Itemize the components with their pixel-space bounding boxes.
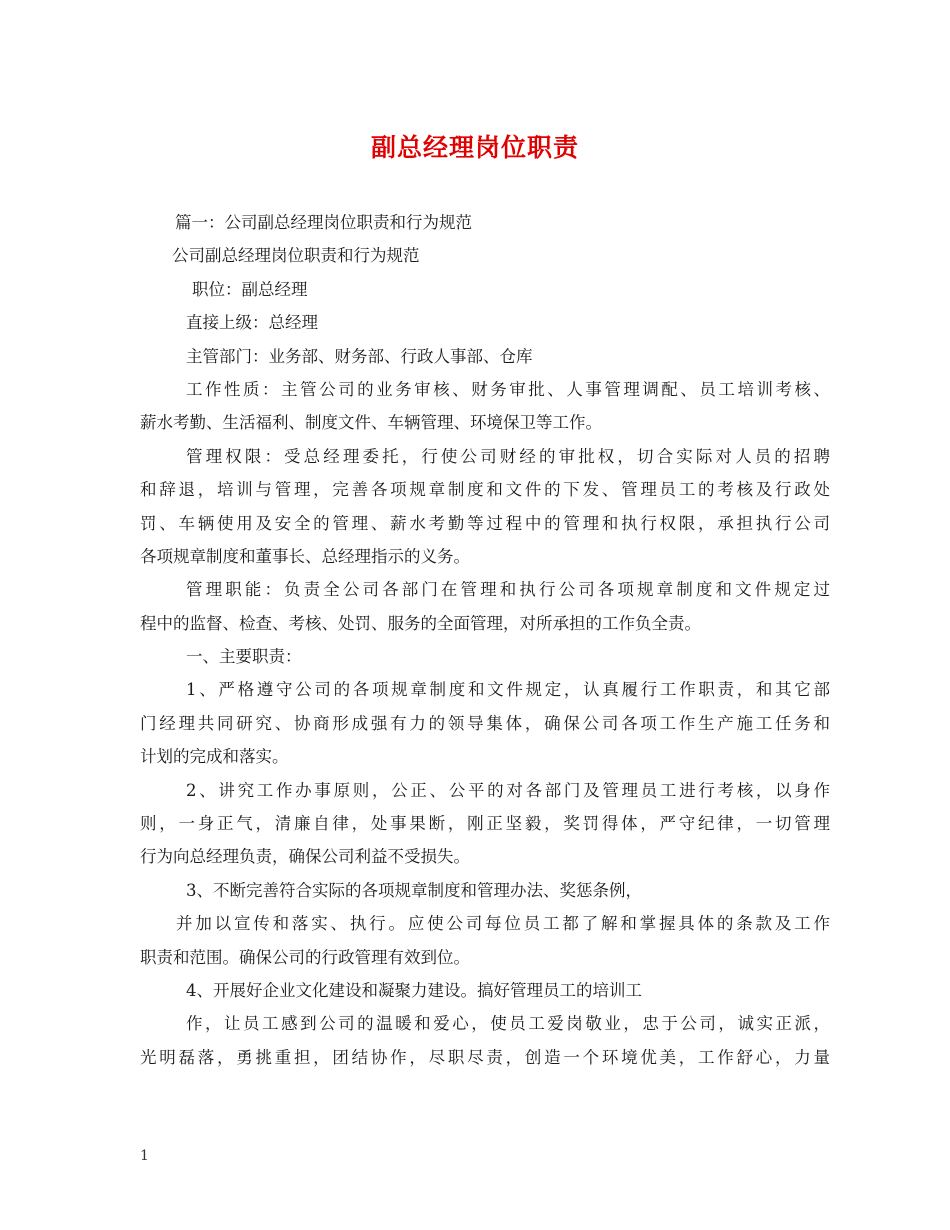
body-line: 则，一身正气，清廉自律，处事果断，刚正坚毅，奖罚得体，严守纪律，一切管理	[140, 814, 830, 834]
body-line: 光明磊落，勇挑重担，团结协作，尽职尽责，创造一个环境优美，工作舒心，力量	[140, 1047, 830, 1067]
document-body	[140, 206, 830, 1074]
body-line: 程中的监督、检查、考核、处罚、服务的全面管理，对所承担的工作负全责。	[140, 613, 701, 633]
body-line: 计划的完成和落实。	[140, 747, 289, 767]
body-line: 公司副总经理岗位职责和行为规范	[172, 246, 420, 266]
body-line: 管理权限：受总经理委托，行使公司财经的审批权，切合实际对人员的招聘	[186, 446, 830, 466]
body-line: 工作性质：主管公司的业务审核、财务审批、人事管理调配、员工培训考核、	[186, 379, 830, 399]
body-line: 3、不断完善符合实际的各项规章制度和管理办法、奖惩条例，	[186, 880, 642, 900]
body-line: 管理职能：负责全公司各部门在管理和执行公司各项规章制度和文件规定过	[186, 580, 830, 600]
body-line: 薪水考勤、生活福利、制度文件、车辆管理、环境保卫等工作。	[140, 413, 602, 433]
body-line: 罚、车辆使用及安全的管理、薪水考勤等过程中的管理和执行权限，承担执行公司	[140, 513, 830, 533]
body-line: 作，让员工感到公司的温暖和爱心，使员工爱岗敬业，忠于公司，诚实正派，	[186, 1014, 830, 1034]
body-line: 并加以宣传和落实、执行。应使公司每位员工都了解和掌握具体的条款及工作	[176, 914, 830, 934]
body-line: 职责和范围。确保公司的行政管理有效到位。	[140, 947, 470, 967]
body-line: 主管部门：业务部、财务部、行政人事部、仓库	[186, 346, 533, 366]
body-line: 行为向总经理负责，确保公司利益不受损失。	[140, 847, 470, 867]
body-line: 一、主要职责：	[186, 647, 302, 667]
body-line: 门经理共同研究、协商形成强有力的领导集体，确保公司各项工作生产施工任务和	[140, 713, 830, 733]
body-line: 和辞退，培训与管理，完善各项规章制度和文件的下发、管理员工的考核及行政处	[140, 480, 830, 500]
body-line: 篇一：公司副总经理岗位职责和行为规范	[175, 213, 472, 232]
body-line: 各项规章制度和董事长、总经理指示的义务。	[140, 546, 470, 566]
page-number: 1	[140, 1148, 149, 1164]
body-line: 2、讲究工作办事原则，公正、公平的对各部门及管理员工进行考核，以身作	[186, 780, 830, 800]
page-title: 副总经理岗位职责	[370, 133, 579, 162]
body-line: 直接上级：总经理	[186, 313, 318, 333]
body-line: 4、开展好企业文化建设和凝聚力建设。搞好管理员工的培训工	[186, 980, 642, 1000]
body-line: 职位：副总经理	[192, 279, 308, 299]
body-line: 1、严格遵守公司的各项规章制度和文件规定，认真履行工作职责，和其它部	[186, 680, 830, 700]
